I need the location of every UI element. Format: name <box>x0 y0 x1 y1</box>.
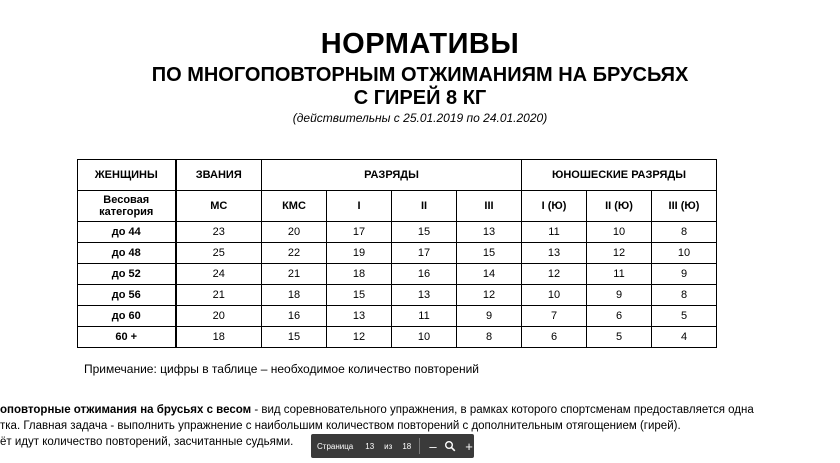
table-cell: 16 <box>262 306 327 327</box>
zoom-in-button[interactable]: + <box>465 438 473 454</box>
table-row <box>78 243 717 264</box>
header-ranks: РАЗРЯДЫ <box>262 160 522 191</box>
page-of-label: из <box>384 441 393 451</box>
table-cell: 15 <box>262 327 327 348</box>
table-cell: 20 <box>262 222 327 243</box>
column-header: I (Ю) <box>522 191 587 222</box>
table-cell: 23 <box>176 222 262 243</box>
column-header: I <box>327 191 392 222</box>
table-cell: 12 <box>327 327 392 348</box>
table-cell: 20 <box>176 306 262 327</box>
zoom-out-button[interactable]: – <box>429 438 437 454</box>
paragraph-line-1 <box>0 402 840 418</box>
table-cell: 13 <box>522 243 587 264</box>
table-cell: 11 <box>522 222 587 243</box>
table-cell: 21 <box>262 264 327 285</box>
weight-category: до 44 <box>78 222 176 243</box>
table-cell: 17 <box>392 243 457 264</box>
header-titles: ЗВАНИЯ <box>176 160 262 191</box>
table-column-header-row <box>78 191 717 222</box>
table-cell: 13 <box>392 285 457 306</box>
column-header: III <box>457 191 522 222</box>
column-header: МС <box>176 191 262 222</box>
table-row <box>78 222 717 243</box>
table-cell: 6 <box>587 306 652 327</box>
header-women: ЖЕНЩИНЫ <box>78 160 176 191</box>
table-cell: 11 <box>392 306 457 327</box>
page-label: Страница <box>317 441 354 451</box>
current-page-input[interactable]: 13 <box>365 441 375 451</box>
table-cell: 15 <box>457 243 522 264</box>
table-cell: 18 <box>262 285 327 306</box>
table-cell: 7 <box>522 306 587 327</box>
table-cell: 25 <box>176 243 262 264</box>
column-header: III (Ю) <box>652 191 717 222</box>
table-cell: 12 <box>457 285 522 306</box>
weight-category: до 48 <box>78 243 176 264</box>
table-cell: 10 <box>652 243 717 264</box>
table-cell: 8 <box>457 327 522 348</box>
total-pages: 18 <box>402 441 412 451</box>
table-cell: 10 <box>522 285 587 306</box>
table-cell: 9 <box>652 264 717 285</box>
table-cell: 5 <box>587 327 652 348</box>
table-cell: 13 <box>327 306 392 327</box>
page-navigation-toolbar <box>311 434 474 458</box>
table-row <box>78 285 717 306</box>
weight-category: до 56 <box>78 285 176 306</box>
table-cell: 21 <box>176 285 262 306</box>
table-cell: 22 <box>262 243 327 264</box>
norms-table <box>77 159 717 348</box>
table-cell: 6 <box>522 327 587 348</box>
table-cell: 9 <box>457 306 522 327</box>
table-cell: 14 <box>457 264 522 285</box>
table-cell: 19 <box>327 243 392 264</box>
column-header: II (Ю) <box>587 191 652 222</box>
table-cell: 10 <box>587 222 652 243</box>
paragraph-line-2: тка. Главная задача - выполнить упражнение с наибольшим количеством повторений с дополнительным отягощением (гирей). <box>0 420 681 432</box>
column-header: КМС <box>262 191 327 222</box>
table-cell: 12 <box>522 264 587 285</box>
table-cell: 16 <box>392 264 457 285</box>
table-cell: 8 <box>652 222 717 243</box>
table-note: Примечание: цифры в таблице – необходимое количество повторений <box>84 362 479 376</box>
table-cell: 11 <box>587 264 652 285</box>
paragraph-bold-term: оповторные отжимания на брусьях с весом <box>0 404 252 416</box>
magnifier-icon <box>444 440 456 452</box>
zoom-icon[interactable] <box>444 440 456 452</box>
table-cell: 10 <box>392 327 457 348</box>
column-header: Весовая категория <box>78 191 176 222</box>
table-cell: 9 <box>587 285 652 306</box>
validity-period: (действительны с 25.01.2019 по 24.01.2020) <box>292 111 548 125</box>
table-cell: 24 <box>176 264 262 285</box>
table-cell: 15 <box>327 285 392 306</box>
table-group-header-row <box>78 160 717 191</box>
table-cell: 17 <box>327 222 392 243</box>
paragraph-line-1-text: - вид соревновательного упражнения, в рамках которого спортсменам предоставляется одна <box>251 404 754 416</box>
header-youth-ranks: ЮНОШЕСКИЕ РАЗРЯДЫ <box>522 160 717 191</box>
column-header: II <box>392 191 457 222</box>
table-cell: 8 <box>652 285 717 306</box>
table-cell: 4 <box>652 327 717 348</box>
table-cell: 18 <box>327 264 392 285</box>
table-cell: 5 <box>652 306 717 327</box>
table-cell: 13 <box>457 222 522 243</box>
table-row <box>78 306 717 327</box>
table-cell: 15 <box>392 222 457 243</box>
subtitle-line-2: С ГИРЕЙ 8 КГ <box>353 87 487 109</box>
weight-category: до 52 <box>78 264 176 285</box>
toolbar-divider <box>419 438 420 454</box>
table-row <box>78 264 717 285</box>
table-cell: 12 <box>587 243 652 264</box>
subtitle-line-1: ПО МНОГОПОВТОРНЫМ ОТЖИМАНИЯМ НА БРУСЬЯХ <box>151 64 689 86</box>
paragraph-line-3: ёт идут количество повторений, засчитанные судьями. <box>0 436 294 448</box>
table-cell: 18 <box>176 327 262 348</box>
weight-category: 60 + <box>78 327 176 348</box>
weight-category: до 60 <box>78 306 176 327</box>
table-row <box>78 327 717 348</box>
page-title: НОРМАТИВЫ <box>320 28 520 60</box>
